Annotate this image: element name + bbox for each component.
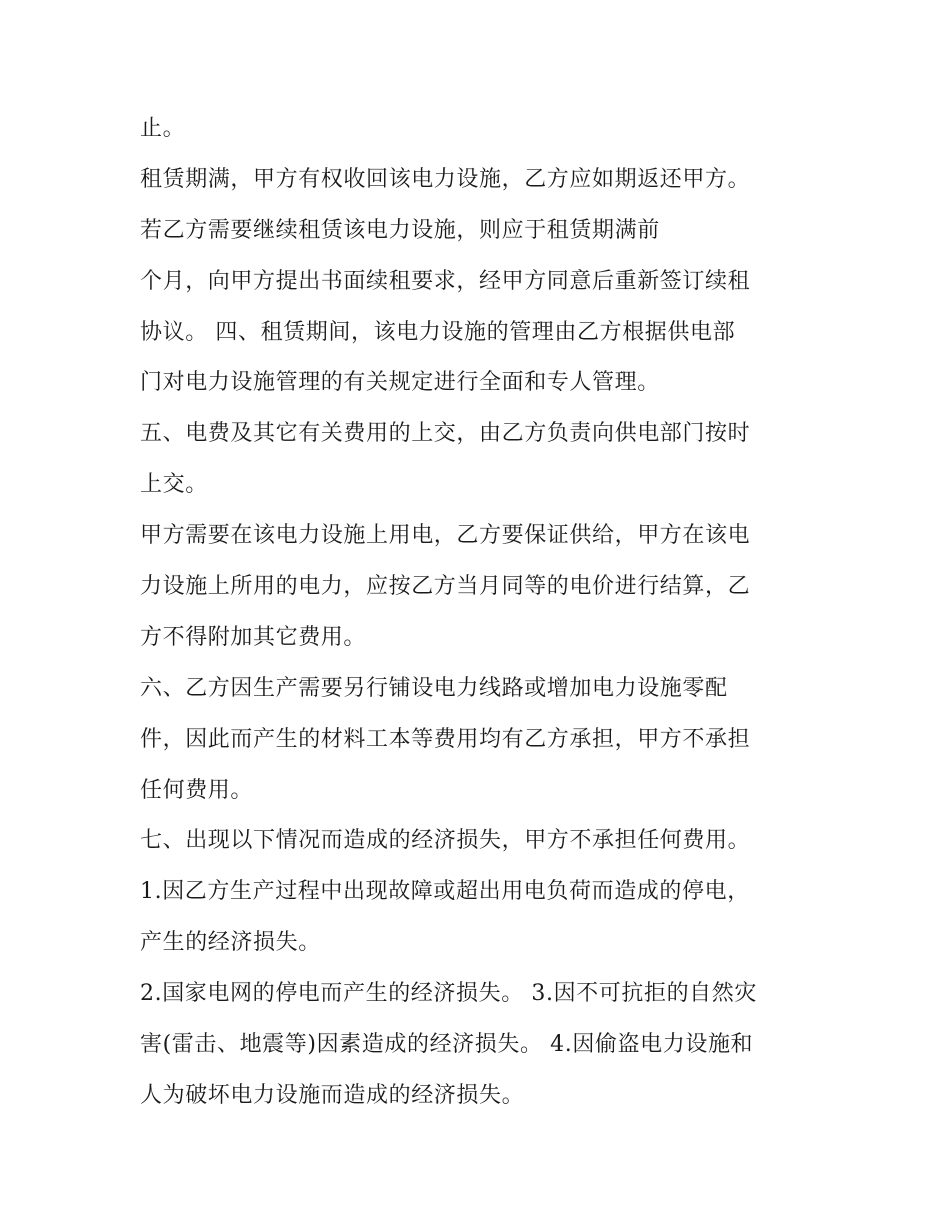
text-line: 害(雷击、地震等)因素造成的经济损失。 4.因偷盗电力设施和 [140, 1032, 754, 1058]
text-line: 止。 [140, 116, 186, 141]
contract-text [140, 104, 820, 1122]
text-line: 六、乙方因生产需要另行铺设电力线路或增加电力设施零配 [140, 675, 728, 701]
text-line: 个月，向甲方提出书面续租要求，经甲方同意后重新签订续租 [140, 268, 751, 294]
text-line: 人为破坏电力设施而造成的经济损失。 [140, 1082, 525, 1108]
text-line: 五、电费及其它有关费用的上交，由乙方负责向供电部门按时 [140, 421, 751, 447]
text-line: 方不得附加其它费用。 [140, 624, 367, 650]
text-line: 1.因乙方生产过程中出现故障或超出用电负荷而造成的停电， [140, 879, 750, 905]
text-line: 件，因此而产生的材料工本等费用均有乙方承担，甲方不承担 [140, 726, 751, 752]
text-line: 协议。 四、租赁期间，该电力设施的管理由乙方根据供电部 [140, 319, 736, 345]
text-line: 门对电力设施管理的有关规定进行全面和专人管理。 [140, 370, 660, 396]
text-line: 租赁期满，甲方有权收回该电力设施，乙方应如期返还甲方。 [140, 166, 751, 192]
text-line: 2.国家电网的停电而产生的经济损失。 3.因不可抗拒的自然灾 [140, 981, 757, 1007]
text-line: 七、出现以下情况而造成的经济损失，甲方不承担任何费用。 [140, 828, 751, 854]
text-line: 上交。 [140, 472, 208, 498]
text-line: 甲方需要在该电力设施上用电，乙方要保证供给，甲方在该电 [140, 523, 751, 549]
text-line: 力设施上所用的电力，应按乙方当月同等的电价进行结算，乙 [140, 574, 751, 600]
text-line: 若乙方需要继续租赁该电力设施，则应于租赁期满前 [140, 217, 660, 243]
text-line: 任何费用。 [140, 777, 254, 803]
text-line: 产生的经济损失。 [140, 930, 321, 956]
